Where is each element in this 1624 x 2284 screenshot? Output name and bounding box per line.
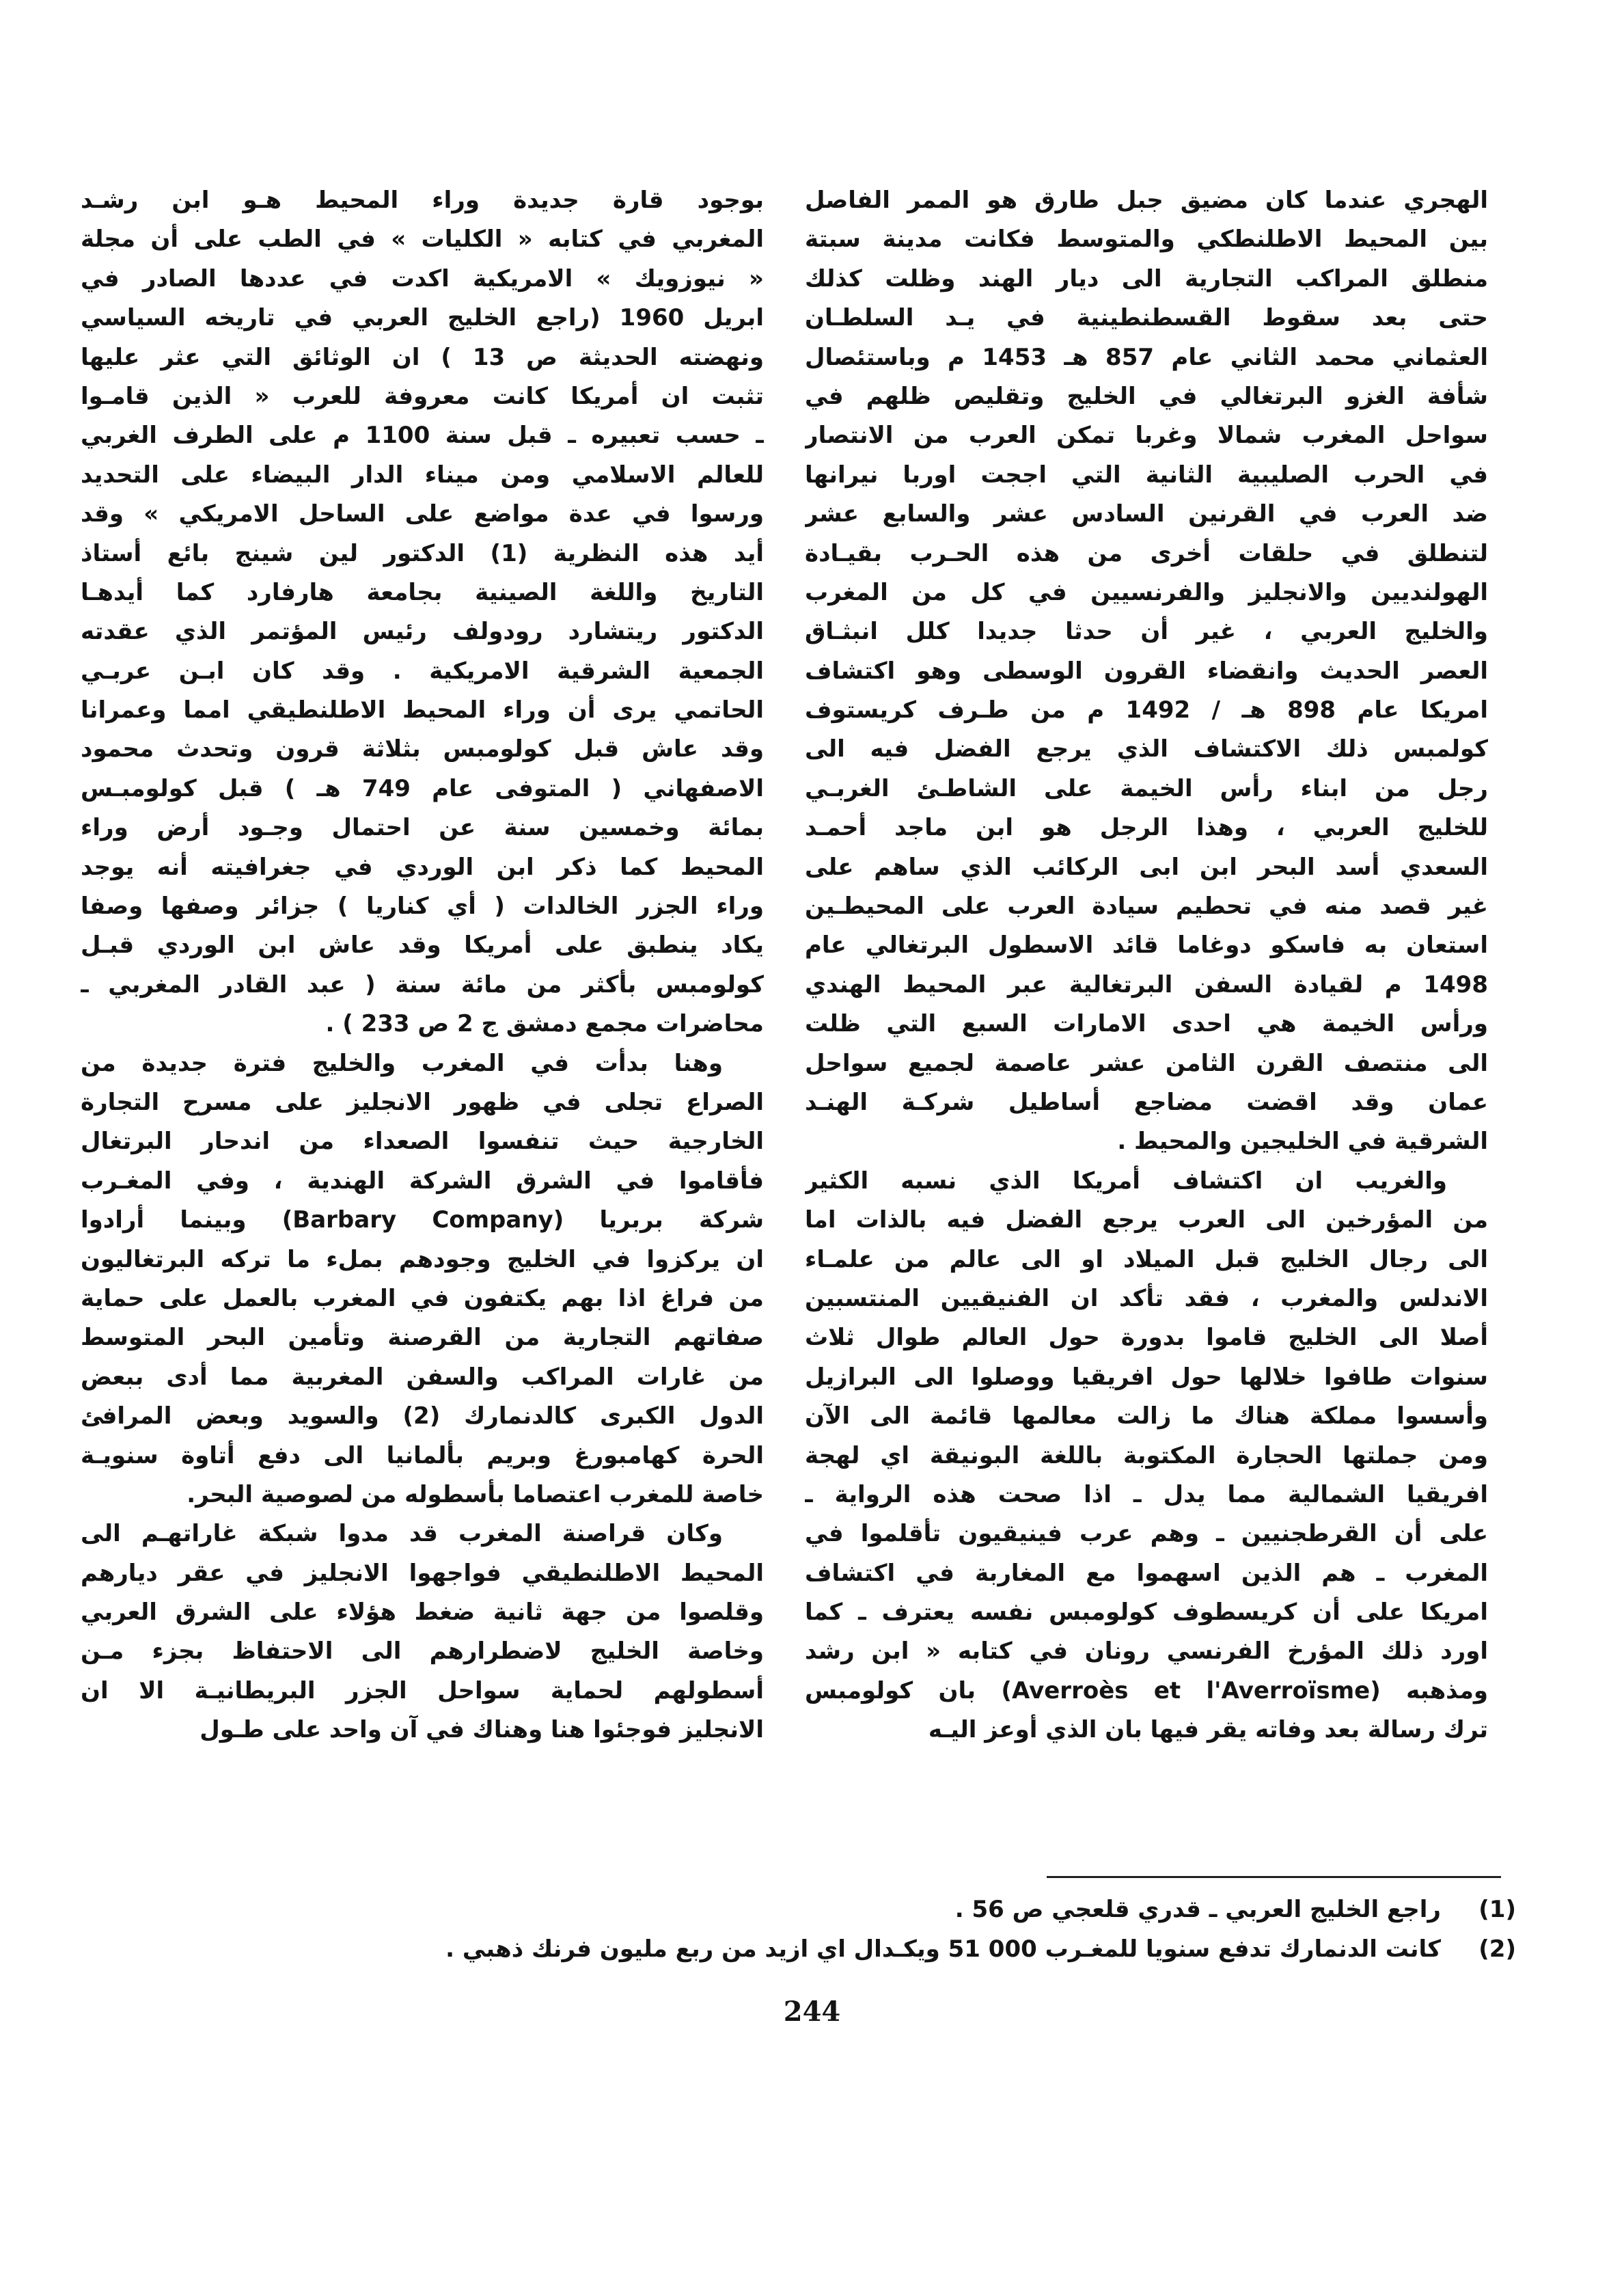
text-line: الهولنديين والانجليز والفرنسيين في كل من المغرب <box>805 578 1488 606</box>
text-line: شركة بربريا (Barbary Company) وبينما أرادوا <box>81 1206 764 1234</box>
text-line: وهنا بدأت في المغرب والخليج فترة جديدة من <box>81 1049 723 1077</box>
text-line: من فراغ اذا بهم يكتفون في المغرب بالعمل على حماية <box>81 1284 764 1312</box>
text-line: أيد هذه النظرية (1) الدكتور لين شينج بائع أستاذ <box>81 539 764 567</box>
text-line: بين المحيط الاطلنطكي والمتوسط فكانت مدينة سبتة <box>805 226 1488 254</box>
text-line: ومن جملتها الحجارة المكتوبة باللغة البونيقة اي لهجة <box>805 1441 1488 1469</box>
text-line: حتى بعد سقوط القسطنطينية في يـد السلطـان <box>805 304 1488 332</box>
text-line: الجمعية الشرقية الامريكية . وقد كان ابـن عربـي <box>81 657 764 685</box>
text-line: سنوات طافوا خلالها حول افريقيا ووصلوا الى البرازيل <box>805 1363 1488 1391</box>
footnote-number: (2) <box>1478 1935 1516 1963</box>
text-line: الانجليز فوجئوا هنا وهناك في آن واحد على طـول <box>199 1716 764 1744</box>
text-line: أسطولهم لحماية سواحل الجزر البريطانيـة الا ان <box>81 1676 764 1704</box>
text-line: كولومبس بأكثر من مائة سنة ( عبد القادر المغربي ـ <box>81 970 764 998</box>
right-column <box>805 181 1488 1750</box>
text-line: لتنطلق في حلقات أخرى من هذه الحـرب بقيـادة <box>805 539 1488 567</box>
text-line: العثماني محمد الثاني عام 857 هـ 1453 م وباستئصال <box>805 343 1488 371</box>
text-line: الاصفهاني ( المتوفى عام 749 هـ ) قبل كولومبـس <box>81 774 764 802</box>
text-line: ابريل 1960 (راجع الخليج العربي في تاريخه السياسي <box>81 304 764 332</box>
text-line: المحيط الاطلنطيقي فواجهوا الانجليز في عقر ديارهم <box>81 1559 764 1587</box>
text-line: الى منتصف القرن الثامن عشر عاصمة لجميع سواحل <box>805 1049 1488 1077</box>
text-line: والغريب ان اكتشاف أمريكا الذي نسبه الكثير <box>805 1167 1447 1195</box>
text-line: ـ حسب تعبيره ـ قبل سنة 1100 م على الطرف الغربي <box>81 422 764 450</box>
text-line: الدكتور ريتشارد رودولف رئيس المؤتمر الذي عقدته <box>81 618 764 646</box>
text-line: الدول الكبرى كالدنمارك (2) والسويد وبعض المرافئ <box>81 1402 764 1430</box>
text-line: فأقاموا في الشرق الشركة الهندية ، وفي المغـرب <box>81 1167 764 1195</box>
text-line: المغربي في كتابه « الكليات » في الطب على أن مجلة <box>81 226 764 254</box>
text-line: الخارجية حيث تنفسوا الصعداء من اندحار البرتغال <box>81 1128 764 1156</box>
text-line: وقلصوا من جهة ثانية ضغط هؤلاء على الشرق العربي <box>81 1599 764 1627</box>
text-line: الحاتمي يرى أن وراء المحيط الاطلنطيقي امما وعمرانا <box>81 696 764 724</box>
text-line: المحيط كما ذكر ابن الوردي في جغرافيته أنه يوجد <box>81 853 764 881</box>
text-line: رجل من ابناء رأس الخيمة على الشاطـئ الغربـي <box>805 774 1488 802</box>
text-line: وكان قراصنة المغرب قد مدوا شبكة غاراتهـم الى <box>81 1520 723 1548</box>
text-line: الشرقية في الخليجين والمحيط . <box>1117 1128 1488 1156</box>
text-line: بمائة وخمسين سنة عن احتمال وجـود أرض وراء <box>81 814 764 842</box>
text-line: تثبت ان أمريكا كانت معروفة للعرب « الذين قامـوا <box>81 382 764 410</box>
text-line: للخليج العربي ، وهذا الرجل هو ابن ماجد أحمـد <box>805 814 1488 842</box>
text-line: اورد ذلك المؤرخ الفرنسي رونان في كتابه « ابن رشد <box>805 1637 1488 1666</box>
text-line: في الحرب الصليبية الثانية التي اججت اوربا نيرانها <box>805 461 1488 489</box>
footnote-separator <box>1047 1876 1501 1878</box>
text-line: 1498 م لقيادة السفن البرتغالية عبر المحيط الهندي <box>805 970 1488 998</box>
text-line: التاريخ واللغة الصينية بجامعة هارفارد كما أيدهـا <box>81 578 764 606</box>
text-line: الاندلس والمغرب ، فقد تأكد ان الفنيقيين المنتسبين <box>805 1284 1488 1312</box>
text-line: استعان به فاسكو دوغاما قائد الاسطول البرتغالي عام <box>805 932 1488 960</box>
text-line: الهجري عندما كان مضيق جبل طارق هو الممر الفاصل <box>805 187 1488 214</box>
text-line: ومذهبه (Averroès et l'Averroïsme) بان كولومبس <box>805 1676 1488 1704</box>
text-line: ورأس الخيمة هي احدى الامارات السبع التي ظلت <box>805 1010 1488 1038</box>
text-line: الحرة كهامبورغ وبريم بألمانيا الى دفع أتاوة سنويـة <box>81 1441 764 1469</box>
text-line: شأفة الغزو البرتغالي في الخليج وتقليص ظلهم في <box>805 382 1488 410</box>
text-line: غير قصد منه في تحطيم سيادة العرب على المحيطـين <box>805 893 1488 921</box>
text-line: الى رجال الخليج قبل الميلاد او الى عالم من علمـاء <box>805 1245 1488 1273</box>
text-line: المغرب ـ هم الذين اسهموا مع المغاربة في اكتشاف <box>805 1559 1488 1587</box>
text-line: وخاصة الخليج لاضطرارهم الى الاحتفاظ بجزء مـن <box>81 1637 764 1666</box>
text-line: من غارات المراكب والسفن المغربية مما أدى ببعض <box>81 1363 764 1391</box>
text-line: امريكا على أن كريسطوف كولومبس نفسه يعترف ـ كما <box>805 1599 1488 1627</box>
text-line: والخليج العربي ، غير أن حدثا جديدا كلل انبثـاق <box>805 618 1488 646</box>
text-line: السعدي أسد البحر ابن ابى الركائب الذي ساهم على <box>805 853 1488 881</box>
text-line: ورسوا في عدة مواضع على الساحل الامريكي » وقد <box>81 500 764 528</box>
text-line: على أن القرطجنيين ـ وهم عرب فينيقيون تأقلموا في <box>805 1520 1488 1548</box>
text-line: صفاتهم التجارية من القرصنة وتأمين البحر المتوسط <box>81 1324 764 1352</box>
text-line: كولمبس ذلك الاكتشاف الذي يرجع الفضل فيه الى <box>805 735 1488 763</box>
text-line: من المؤرخين الى العرب يرجع الفضل فيه بالذات اما <box>805 1206 1488 1234</box>
left-column <box>81 181 764 1750</box>
text-line: ضد العرب في القرنين السادس عشر والسابع عشر <box>805 500 1488 528</box>
text-line: للعالم الاسلامي ومن ميناء الدار البيضاء على التحديد <box>81 461 764 489</box>
text-line: وأسسوا مملكة هناك ما زالت معالمها قائمة الى الآن <box>805 1402 1488 1430</box>
footnotes <box>81 1890 1516 1969</box>
text-line: « نيوزويك » الامريكية اكدت في عددها الصادر في <box>81 264 764 293</box>
text-line: ان يركزوا في الخليج وجودهم بملء ما تركه البرتغاليون <box>81 1245 764 1273</box>
footnote-number: (1) <box>1478 1896 1516 1923</box>
footnote-2 <box>81 1929 1516 1969</box>
page-number: 244 <box>783 1996 841 2028</box>
text-line: افريقيا الشمالية مما يدل ـ اذا صحت هذه الرواية ـ <box>805 1480 1488 1508</box>
text-line: أصلا الى الخليج قاموا بدورة حول العالم طوال ثلاث <box>805 1324 1488 1352</box>
footnote-text: كانت الدنمارك تدفع سنويا للمغـرب 000 51 ويكـدال اي ازيد من ربع مليون فرنك ذهبي . <box>445 1935 1441 1963</box>
text-line: ترك رسالة بعد وفاته يقر فيها بان الذي أوعز اليـه <box>928 1716 1488 1744</box>
footnote-text: راجع الخليج العربي ـ قدري قلعجي ص 56 . <box>954 1896 1441 1923</box>
text-line: سواحل المغرب شمالا وغربا تمكن العرب من الانتصار <box>805 422 1488 450</box>
text-line: وراء الجزر الخالدات ( أي كناريا ) جزائر وصفها وصفا <box>81 893 764 921</box>
text-line: منطلق المراكب التجارية الى ديار الهند وظلت كذلك <box>805 264 1488 293</box>
text-line: عمان وقد اقضت مضاجع أساطيل شركـة الهنـد <box>805 1088 1488 1116</box>
text-line: يكاد ينطبق على أمريكا وقد عاش ابن الوردي قبـل <box>81 932 764 960</box>
text-line: وقد عاش قبل كولومبس بثلاثة قرون وتحدث محمود <box>81 735 764 763</box>
text-line: بوجود قارة جديدة وراء المحيط هـو ابن رشـد <box>81 187 764 214</box>
text-line: ونهضته الحديثة ص 13 ) ان الوثائق التي عثر عليها <box>81 343 764 371</box>
text-line: الصراع تجلى في ظهور الانجليز على مسرح التجارة <box>81 1088 764 1116</box>
text-line: خاصة للمغرب اعتصاما بأسطوله من لصوصية البحر. <box>187 1480 764 1508</box>
text-line: العصر الحديث وانقضاء القرون الوسطى وهو اكتشاف <box>805 657 1488 685</box>
text-line: محاضرات مجمع دمشق ج 2 ص 233 ) . <box>325 1010 764 1038</box>
text-line: امريكا عام 898 هـ / 1492 م من طـرف كريستوف <box>805 696 1488 724</box>
footnote-1 <box>81 1890 1516 1929</box>
